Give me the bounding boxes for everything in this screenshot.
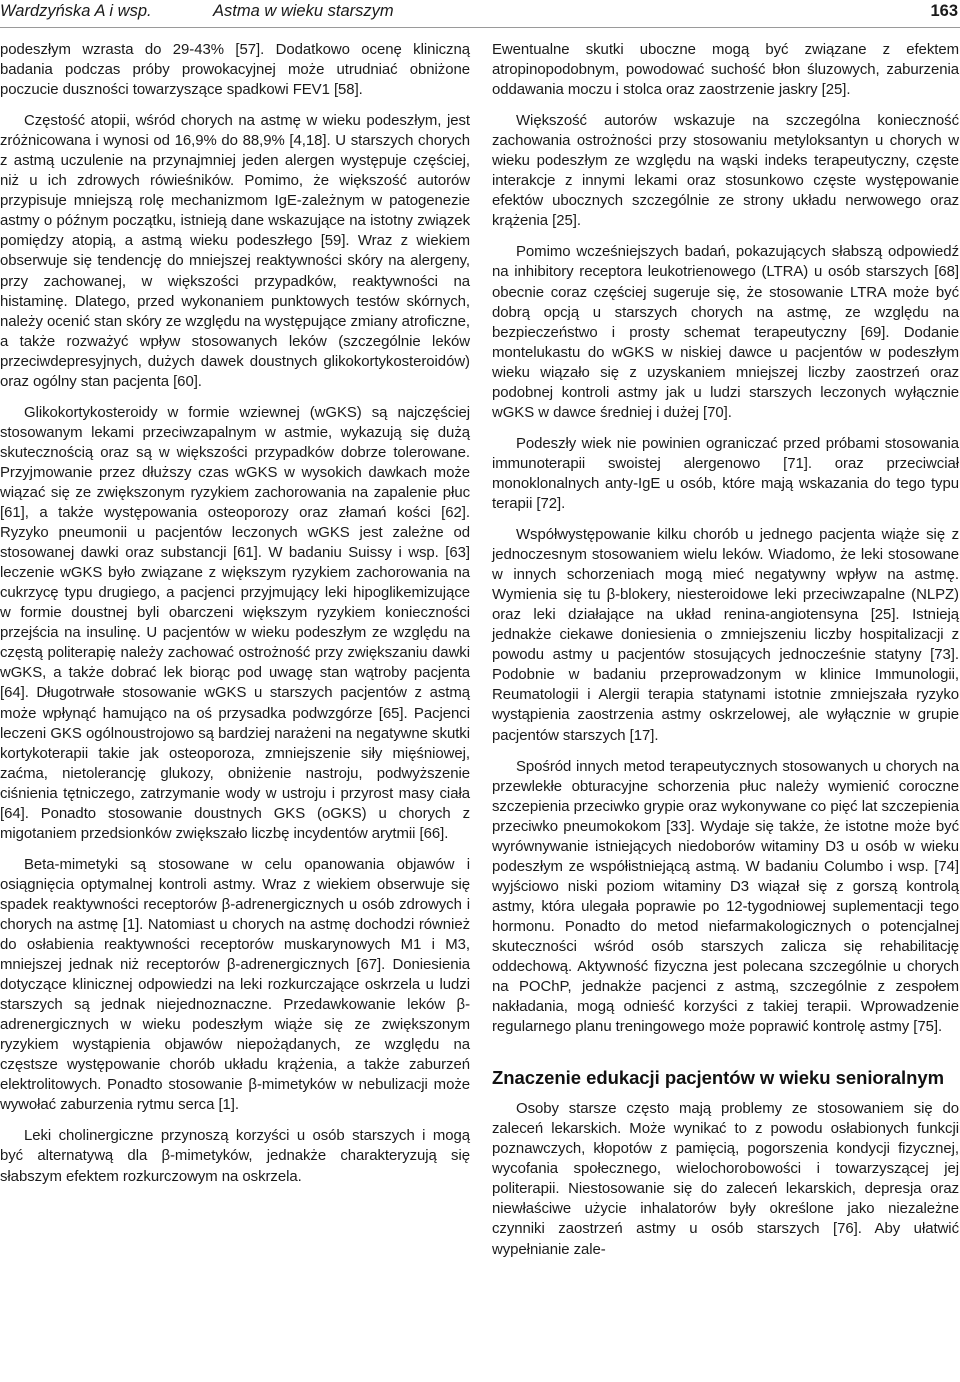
paragraph: Spośród innych metod terapeutycznych stosowanych u chorych na przewlekłe obturacyjne schorzenia płuc należy wymienić coroczne szczepienia przeciwko grypie oraz wykonywane co pięć lat szczepienia przeciwko pneumokokom [33]. Wydaje się także, że istotne może być wyrównywanie istniejących niedoborów witaminy D3 u osób w wieku podeszłym ze współistniejącą astmą. W badaniu Columbo i wsp. [74] wyjściowo niski poziom witaminy D3 wiązał się z gorszą kontrolą astmy, która ulegała poprawie po 12-tygodniowej suplementacji tego hormonu. Ponadto do metod niefarmakologicznych o potencjalnej skuteczności wśród osób starszych zalicza się rehabilitację oddechową. Aktywność fizyczna jest polecana szczególnie u chorych na POChP, jednakże pacjenci z astmą, szczególnie z zespołem nakładania, mogą odnieść korzyści z takiej terapii. Wprowadzenie regularnego planu treningowego może poprawić kontrolę astmy [75]. <box>492 757 959 1036</box>
paragraph: Częstość atopii, wśród chorych na astmę w wieku podeszłym, jest zróżnicowana i wynosi od 16,9% do 88,9% [4,18]. U starszych chorych z astmą uczulenie na przynajmniej jeden alergen występuje częściej, niż u ich zdrowych rówieśników. Pomimo, że większość autorów przypisuje mniejszą rolę mechanizmom IgE-zależnym w patogenezie astmy o późnym początku, istnieją dane wskazujące na istotny związek pomiędzy atopią, a astmą wieku podeszłego [59]. Wraz z wiekiem obserwuje się tendencję do mniejszej reaktywności skóry na alergeny, przy zachowanej, w większości przypadków, reaktywności na histaminę. Dlatego, przed wykonaniem punktowych testów skórnych, należy ocenić stan skóry ze względu na występujące zmiany atroficzne, a także rozważyć wpływ stosowanych leków (szczególnie leków przeciwdepresyjnych, dużych dawek doustnych glikokortykosteroidów) oraz ogólny stan pacjenta [60]. <box>0 112 470 390</box>
section-heading: Znaczenie edukacji pacjentów w wieku senioralnym <box>492 1067 945 1089</box>
paragraph: Osoby starsze często mają problemy ze stosowaniem się do zaleceń lekarskich. Może wynikać to z powodu osłabionych funkcji poznawczych, kłopotów z pamięcią, pogorszenia kondycji fizycznej, wycofania społecznego, wielochorobowości i towarzyszącej jej politerapii. Niestosowanie się do zaleceń lekarskich, depresja oraz niewłaściwe użycie inhalatorów były określone jako niezależne czynniki zaostrzeń astmy u osób starszych [76]. Aby ułatwić wypełnianie zale- <box>492 1100 959 1258</box>
paragraph: Ewentualne skutki uboczne mogą być związane z efektem atropinopodobnym, powodować suchość błon śluzowych, zaburzenia oddawania moczu i stolca oraz zaostrzenie jaskry [25]. <box>492 41 959 99</box>
paragraph: Glikokortykosteroidy w formie wziewnej (wGKS) są najczęściej stosowanym lekami przeciwzapalnym w astmie, wykazują się dużą skutecznością oraz są w większości przypadków dobrze tolerowane. Przyjmowanie przez dłuższy czas wGKS w wysokich dawkach może wiązać się ze zwiększonym ryzykiem zachorowania na zapalenie płuc [61], a także występowania osteoporozy oraz złamań kości [62]. Ryzyko pneumonii u pacjentów leczonych wGKS jest zależne od stosowanej dawki oraz substancji [61]. W badaniu Suissy i wsp. [63] leczenie wGKS było związane z większym ryzykiem zachorowania na cukrzycę typu drugiego, a pacjenci przyjmujący leki hipoglikemizujące w formie doustnej byli obarczeni większym ryzykiem konieczności przejścia na insulinę. U pacjentów w wieku podeszłym ze względu na częstą politerapię należy zachować ostrożność przy zwiększaniu dawki wGKS, a także dobrać lek biorąc pod uwagę stan wątroby pacjenta [64]. Długotrwałe stosowanie wGKS u starszych pacjentów z astmą może wpłynąć hamująco na oś przysadka podwzgórze [65]. Pacjenci leczeni GKS ogólnoustrojowo są bardziej narażeni na negatywne skutki kortykoterapii takie jak osteoporoza, zmniejszenie siły mięśniowej, zaćma, nietolerancję glukozy, obniżenie nastroju, podwyższenie ciśnienia tętniczego, zatrzymanie wody w ustroju i przyrost masy ciała [64]. Ponadto stosowanie doustnych GKS (oGKS) u chorych z migotaniem przedsionków zwiększało liczbę incydentów arytmii [66]. <box>0 403 470 842</box>
paragraph: Beta-mimetyki są stosowane w celu opanowania objawów i osiągnięcia optymalnej kontroli astmy. Wraz z wiekiem obserwuje się spadek reaktywności receptorów β-adrenergicznych u osób zdrowych i chorych na astmę [1]. Natomiast u chorych na astmę dochodzi również do osłabienia reaktywności receptorów muskarynowych M1 i M3, mniejszej jednak niż receptorów β-adrenergicznych [67]. Doniesienia dotyczące klinicznej odpowiedzi na leki rozkurczające oskrzela u ludzi starszych są jednak niejednoznaczne. Przedawkowanie leków β-adrenergicznych w wieku podeszłym wiąże się ze zwiększonym ryzykiem wystąpienia objawów niepożądanych, ze względu na częstsze występowanie chorób układu krążenia, a także zaburzeń elektrolitowych. Ponadto stosowanie β-mimetyków w nebulizacji może wywołać zaburzenia rytmu serca [1]. <box>0 855 470 1114</box>
right-column <box>492 40 959 1260</box>
left-column <box>0 40 470 1187</box>
running-head-authors: Wardzyńska A i wsp. <box>0 2 152 20</box>
paragraph: Podeszły wiek nie powinien ograniczać przed próbami stosowania immunoterapii swoistej alergenowo [71]. oraz przeciwciał monoklonalnych anty-IgE u osób, które mają wskazania do tego typu terapii [72]. <box>492 434 959 512</box>
paragraph: podeszłym wzrasta do 29-43% [57]. Dodatkowo ocenę kliniczną badania podczas próby prowokacyjnej może utrudniać obniżone poczucie duszności towarzyszące spadkowi FEV1 [58]. <box>0 41 470 99</box>
paragraph: Współwystępowanie kilku chorób u jednego pacjenta wiąże się z jednoczesnym stosowaniem wielu leków. Wiadomo, że leki stosowane w innych schorzeniach mogą mieć negatywny wpływ na astmę. Wymienia się tu β-blokery, niesteroidowe leki przeciwzapalne (NLPZ) oraz leki działające na układ renina-angiotensyna [25]. Istnieją jednakże ciekawe doniesienia o zmniejszeniu liczby hospitalizacji z powodu astmy u pacjentów stosujących jednocześnie statyny [73]. Podobnie w badaniu przeprowadzonym w klinice Immunologii, Reumatologii i Alergii terapia statynami istotnie zmniejszała ryzyko wystąpienia zaostrzenia astmy oskrzelowej, ale wyłącznie w grupie pacjentów starszych [17]. <box>492 526 959 744</box>
paragraph: Większość autorów wskazuje na szczególna konieczność zachowania ostrożności przy stosowaniu metyloksantyn u chorych w wieku podeszłym ze względu na wąski indeks terapeutyczny, częste interakcje z innymi lekami oraz stosunkowo częste występowanie efektów ubocznych szczególnie ze strony układu nerwowego oraz krążenia [25]. <box>492 112 959 230</box>
page-number: 163 <box>930 2 958 20</box>
running-head <box>0 0 960 26</box>
paragraph: Pomimo wcześniejszych badań, pokazujących słabszą odpowiedź na inhibitory receptora leukotrienowego (LTRA) u osób starszych [68] obecnie coraz częściej sugeruje się, że stosowanie LTRA może być dobrą opcją u starszych chorych na astmę, ze względu na bezpieczeństwo i prosty schemat terapeutyczny [69]. Dodanie montelukastu do wGKS w niskiej dawce u pacjentów w podeszłym wieku wiązało się z uzyskaniem mniejszej liczby zaostrzeń oraz podobnej kontroli astmy jak u ludzi starszych leczonych wyłącznie wGKS w dawce średniej i dużej [70]. <box>492 243 959 421</box>
header-rule <box>0 27 960 28</box>
running-head-title: Astma w wieku starszym <box>213 2 394 20</box>
paragraph: Leki cholinergiczne przynoszą korzyści u osób starszych i mogą być alternatywą dla β-mimetyków, jednakże charakteryzują się słabszym efektem rozkurczowym na oskrzela. <box>0 1127 470 1185</box>
